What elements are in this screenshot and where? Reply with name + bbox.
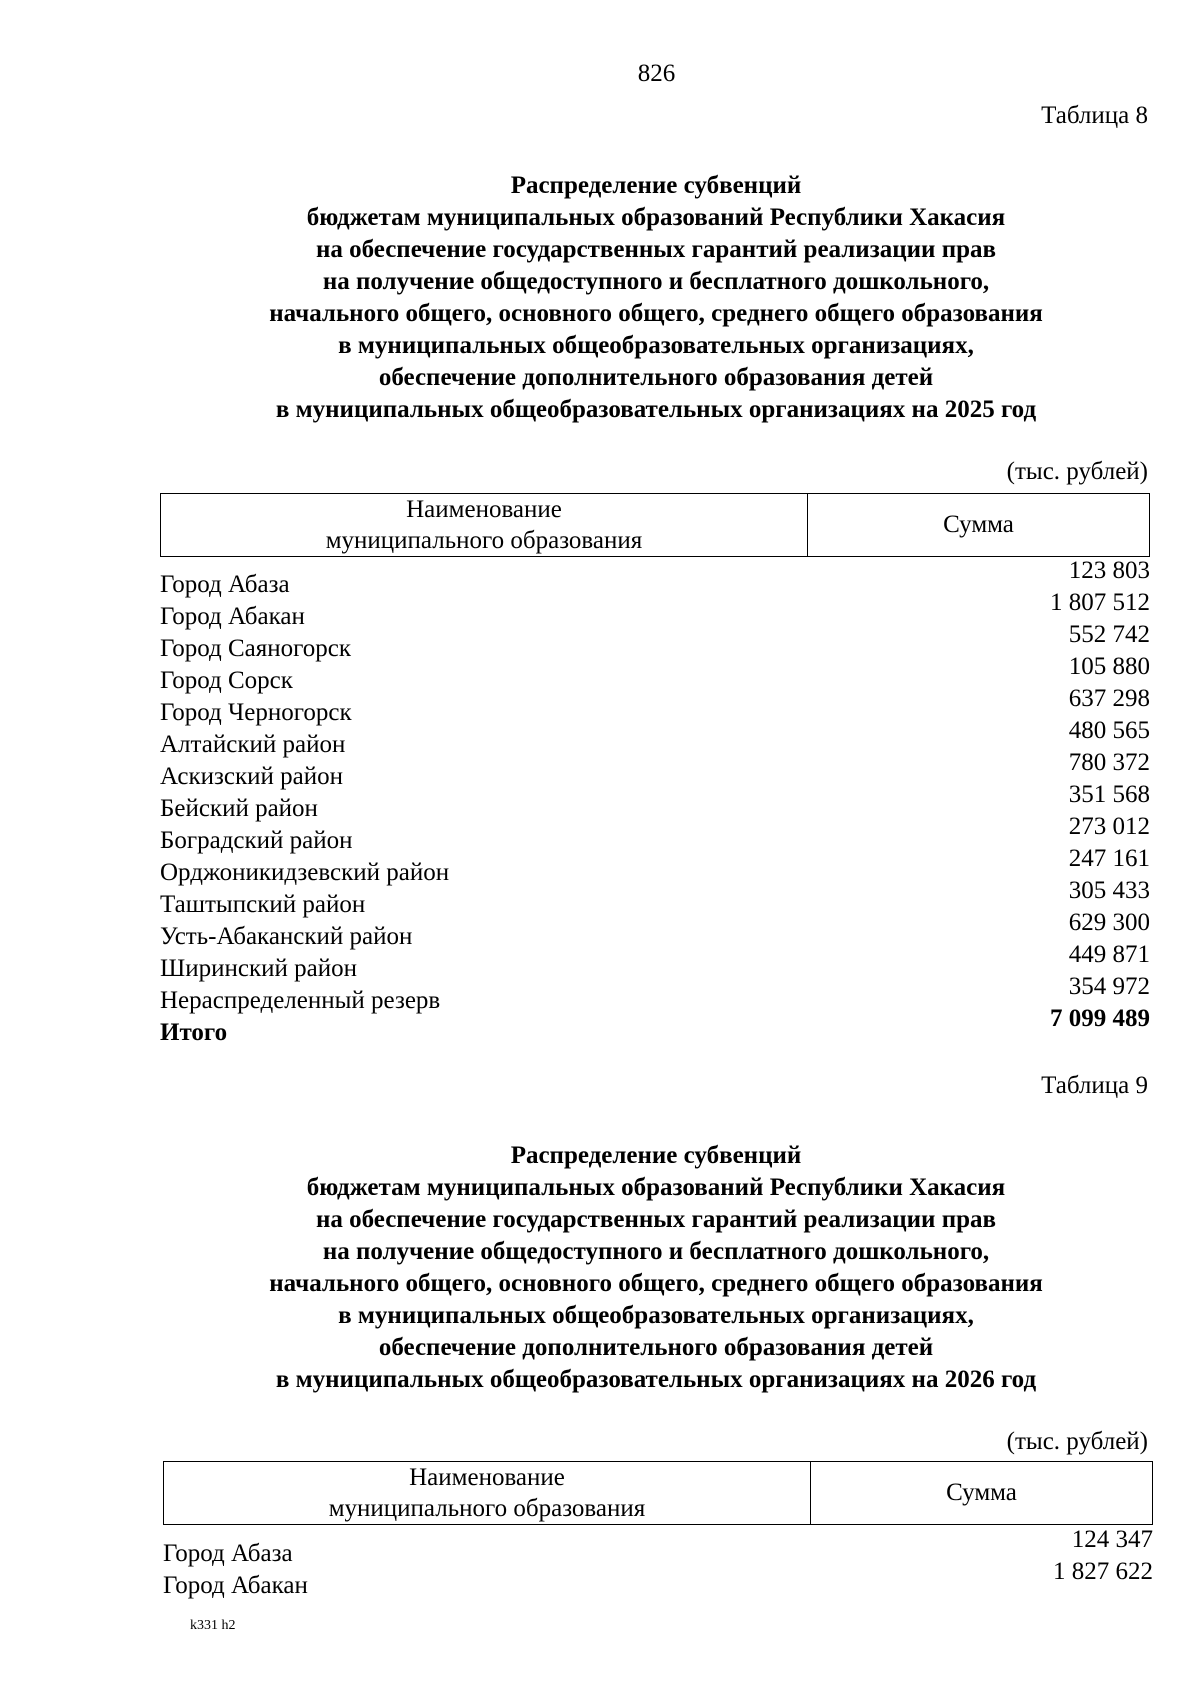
table-8-header bbox=[160, 493, 1150, 557]
table-row bbox=[163, 1558, 1153, 1599]
header-name-line1: Наименование bbox=[409, 1464, 565, 1491]
row-value: 480 565 bbox=[1068, 717, 1150, 744]
total-value: 7 099 489 bbox=[1050, 1005, 1150, 1032]
row-name: Город Сорск bbox=[160, 667, 293, 694]
table-row bbox=[160, 589, 1150, 630]
header-name-line2: муниципального образования bbox=[328, 1495, 646, 1522]
table-row bbox=[160, 845, 1150, 886]
table-row bbox=[160, 557, 1150, 598]
row-value: 1 827 622 bbox=[1053, 1558, 1153, 1585]
title-line: Распределение субвенций bbox=[510, 172, 802, 199]
row-value: 780 372 bbox=[1068, 749, 1150, 776]
row-name: Усть-Абаканский район bbox=[160, 923, 413, 950]
title-line: начального общего, основного общего, среднего общего образования bbox=[269, 1270, 1043, 1297]
title-line: в муниципальных общеобразовательных организациях, bbox=[338, 332, 974, 359]
row-name: Город Абаза bbox=[163, 1540, 293, 1567]
row-name: Таштыпский район bbox=[160, 891, 366, 918]
title-line: в муниципальных общеобразовательных организациях, bbox=[338, 1302, 974, 1329]
row-value: 305 433 bbox=[1068, 877, 1150, 904]
row-name: Город Абаза bbox=[160, 571, 290, 598]
table-9-header bbox=[163, 1461, 1153, 1525]
row-value: 552 742 bbox=[1068, 621, 1150, 648]
title-line: бюджетам муниципальных образований Республики Хакасия bbox=[306, 1174, 1006, 1201]
table-row bbox=[160, 941, 1150, 982]
row-name: Бейский район bbox=[160, 795, 318, 822]
table-row bbox=[160, 653, 1150, 694]
table-row bbox=[160, 685, 1150, 726]
table-row bbox=[160, 621, 1150, 662]
row-value: 1 807 512 bbox=[1050, 589, 1150, 616]
title-line: на обеспечение государственных гарантий реализации прав bbox=[315, 236, 997, 263]
row-name: Аскизский район bbox=[160, 763, 344, 790]
title-line: на обеспечение государственных гарантий реализации прав bbox=[315, 1206, 997, 1233]
title-line: начального общего, основного общего, среднего общего образования bbox=[269, 300, 1043, 327]
table-row bbox=[160, 717, 1150, 758]
table-9-body bbox=[163, 1526, 1153, 1599]
title-line: бюджетам муниципальных образований Республики Хакасия bbox=[306, 204, 1006, 231]
page-number: 826 bbox=[637, 60, 676, 87]
row-value: 354 972 bbox=[1068, 973, 1150, 1000]
row-value: 351 568 bbox=[1068, 781, 1150, 808]
table-9-title bbox=[160, 1140, 1152, 1396]
row-value: 123 803 bbox=[1068, 557, 1150, 584]
title-line: Распределение субвенций bbox=[510, 1142, 802, 1169]
header-name-line2: муниципального образования bbox=[325, 527, 643, 554]
table-row bbox=[160, 877, 1150, 918]
header-name-cell bbox=[164, 1462, 811, 1524]
table-8-body bbox=[160, 557, 1150, 1046]
table-8-label: Таблица 8 bbox=[1041, 102, 1148, 129]
row-value: 247 161 bbox=[1068, 845, 1150, 872]
title-line: в муниципальных общеобразовательных организациях на 2026 год bbox=[275, 1366, 1037, 1393]
row-value: 105 880 bbox=[1068, 653, 1150, 680]
header-name-line1: Наименование bbox=[406, 496, 562, 523]
header-sum-cell: Сумма bbox=[943, 511, 1014, 538]
table-row bbox=[163, 1526, 1153, 1567]
table-row bbox=[160, 749, 1150, 790]
footer-code: k331 h2 bbox=[190, 1618, 236, 1633]
table-9-unit: (тыс. рублей) bbox=[1006, 1428, 1148, 1455]
table-row bbox=[160, 781, 1150, 822]
table-row bbox=[160, 909, 1150, 950]
row-value: 629 300 bbox=[1068, 909, 1150, 936]
table-9-label: Таблица 9 bbox=[1041, 1072, 1148, 1099]
table-8-title bbox=[160, 170, 1152, 426]
row-name: Алтайский район bbox=[160, 731, 346, 758]
title-line: на получение общедоступного и бесплатного дошкольного, bbox=[322, 268, 990, 295]
row-value: 273 012 bbox=[1068, 813, 1150, 840]
header-sum-cell: Сумма bbox=[946, 1479, 1017, 1506]
header-name-cell bbox=[161, 494, 808, 556]
title-line: обеспечение дополнительного образования детей bbox=[378, 364, 934, 391]
row-name: Город Абакан bbox=[160, 603, 305, 630]
row-name: Город Саяногорск bbox=[160, 635, 352, 662]
table-row bbox=[160, 813, 1150, 854]
row-name: Город Абакан bbox=[163, 1572, 308, 1599]
row-value: 124 347 bbox=[1071, 1526, 1153, 1553]
total-row bbox=[160, 1005, 1150, 1046]
row-name: Ширинский район bbox=[160, 955, 357, 982]
row-name: Город Черногорск bbox=[160, 699, 352, 726]
row-name: Орджоникидзевский район bbox=[160, 859, 450, 886]
row-name: Боградский район bbox=[160, 827, 353, 854]
row-name: Нераспределенный резерв bbox=[160, 987, 441, 1014]
table-8-unit: (тыс. рублей) bbox=[1006, 458, 1148, 485]
row-value: 637 298 bbox=[1068, 685, 1150, 712]
total-label: Итого bbox=[160, 1019, 228, 1046]
title-line: в муниципальных общеобразовательных организациях на 2025 год bbox=[275, 396, 1037, 423]
title-line: обеспечение дополнительного образования детей bbox=[378, 1334, 934, 1361]
row-value: 449 871 bbox=[1068, 941, 1150, 968]
title-line: на получение общедоступного и бесплатного дошкольного, bbox=[322, 1238, 990, 1265]
table-row bbox=[160, 973, 1150, 1014]
